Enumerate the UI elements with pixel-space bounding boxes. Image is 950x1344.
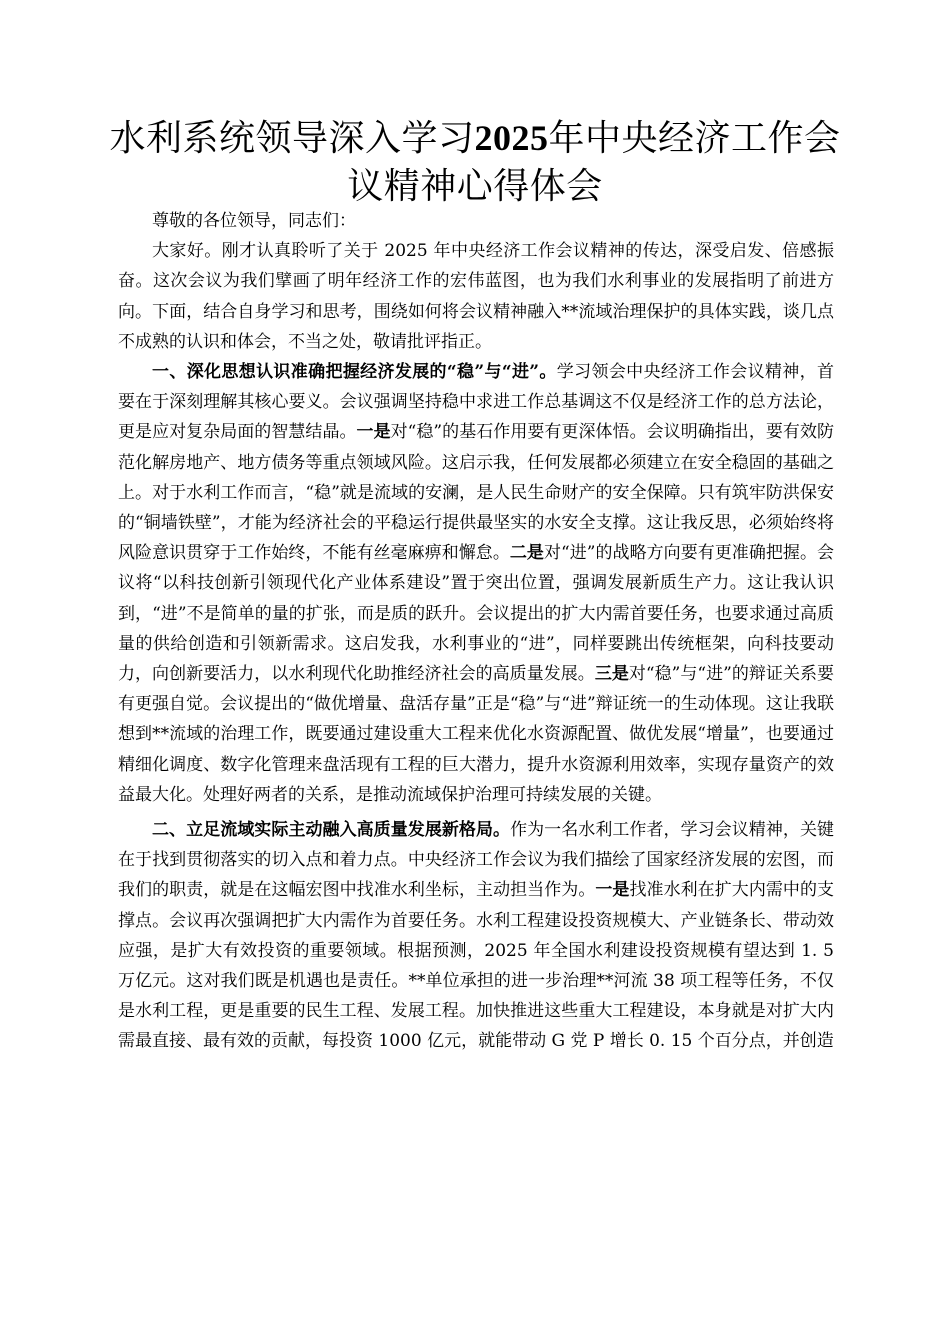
section-2-marker-1: 一是 [595, 880, 630, 901]
title-part2: 年中央经济工作会议精神心得体会 [347, 118, 841, 207]
section-2-paragraph [118, 815, 834, 1057]
section-1-heading: 一、深化思想认识准确把握经济发展的“稳”与“进”。 [152, 362, 557, 383]
section-2-text-2: 找准水利在扩大内需中的支撑点。会议再次强调把扩大内需作为首要任务。水利工程建设投资规模大、产业链条长、带动效应强，是扩大有效投资的重要领域。根据预测，2025 年全国水利建设投资规模有望达到 1. 5 万亿元。这对我们既是机遇也是责任。**单位承担的进一步治理**河流 38 项工程等任务，不仅是水利工程，更是重要的民生工程、发展工程。加快推进这些重大工程建设，本身就是对扩大内需最直接、最有效的贡献，每投资 1000 亿元，就能带动 G 党 P 增长 0. 15 个百分点，并创造 [118, 880, 835, 1052]
section-1-marker-3: 三是 [594, 664, 629, 685]
section-1-marker-2: 二是 [509, 543, 544, 564]
section-1-text-1: 学习领会中央经济工作会议精神，首要在于深刻理解其核心要义。会议强调坚持稳中求进工作总基调这不仅是经济工作的总方法论，更是应对复杂局面的智慧结晶。 [118, 362, 834, 443]
title-year: 2025 [474, 118, 549, 158]
intro-paragraph: 大家好。刚才认真聆听了关于 2025 年中央经济工作会议精神的传达，深受启发、倍感振奋。这次会议为我们擘画了明年经济工作的宏伟蓝图，也为我们水利事业的发展指明了前进方向。下面，结合自身学习和思考，围绕如何将会议精神融入**流域治理保护的具体实践，谈几点不成熟的认识和体会，不当之处，敬请批评指正。 [118, 241, 834, 352]
document-body [118, 206, 834, 1057]
salutation: 尊敬的各位领导，同志们： [152, 211, 356, 231]
section-1-text-4: 对“稳”与“进”的辩证关系要有更强自觉。会议提出的“做优增量、盘活存量”正是“稳”与“进”辩证统一的生动体现。这让我联想到**流域的治理工作，既要通过建设重大工程来优化水资源配置、做优发展“增量”，也要通过精细化调度、数字化管理来盘活现有工程的巨大潜力，提升水资源利用效率，实现存量资产的效益最大化。处理好两者的关系，是推动流域保护治理可持续发展的关键。 [118, 664, 835, 805]
section-2-heading: 二、立足流域实际主动融入高质量发展新格局。 [152, 820, 511, 841]
document-title [100, 114, 850, 211]
section-1-paragraph [118, 357, 834, 810]
title-part1: 水利系统领导深入学习 [109, 118, 475, 159]
section-1-text-3: 对“进”的战略方向要有更准确把握。会议将“以科技创新引领现代化产业体系建设”置于突出位置，强调发展新质生产力。这让我认识到，“进”不是简单的量的扩张，而是质的跃升。会议提出的扩大内需首要任务，也要求通过高质量的供给创造和引领新需求。这启发我，水利事业的“进”，同样要跳出传统框架，向科技要动力，向创新要活力，以水利现代化助推经济社会的高质量发展。 [118, 543, 835, 685]
section-2-text-1: 作为一名水利工作者，学习会议精神，关键在于找到贯彻落实的切入点和着力点。中央经济工作会议为我们描绘了国家经济发展的宏图，而我们的职责，就是在这幅宏图中找准水利坐标，主动担当作为。 [118, 820, 835, 901]
section-1-marker-1: 一是 [356, 422, 391, 443]
section-1-text-2: 对“稳”的基石作用要有更深体悟。会议明确指出，要有效防范化解房地产、地方债务等重点领域风险。这启示我，任何发展都必须建立在安全稳固的基础之上。对于水利工作而言，“稳”就是流域的安澜，是人民生命财产的安全保障。只有筑牢防洪保安的“铜墙铁壁”，才能为经济社会的平稳运行提供最坚实的水安全支撑。这让我反思，必须始终将风险意识贯穿于工作始终，不能有丝毫麻痹和懈怠。 [118, 422, 835, 564]
